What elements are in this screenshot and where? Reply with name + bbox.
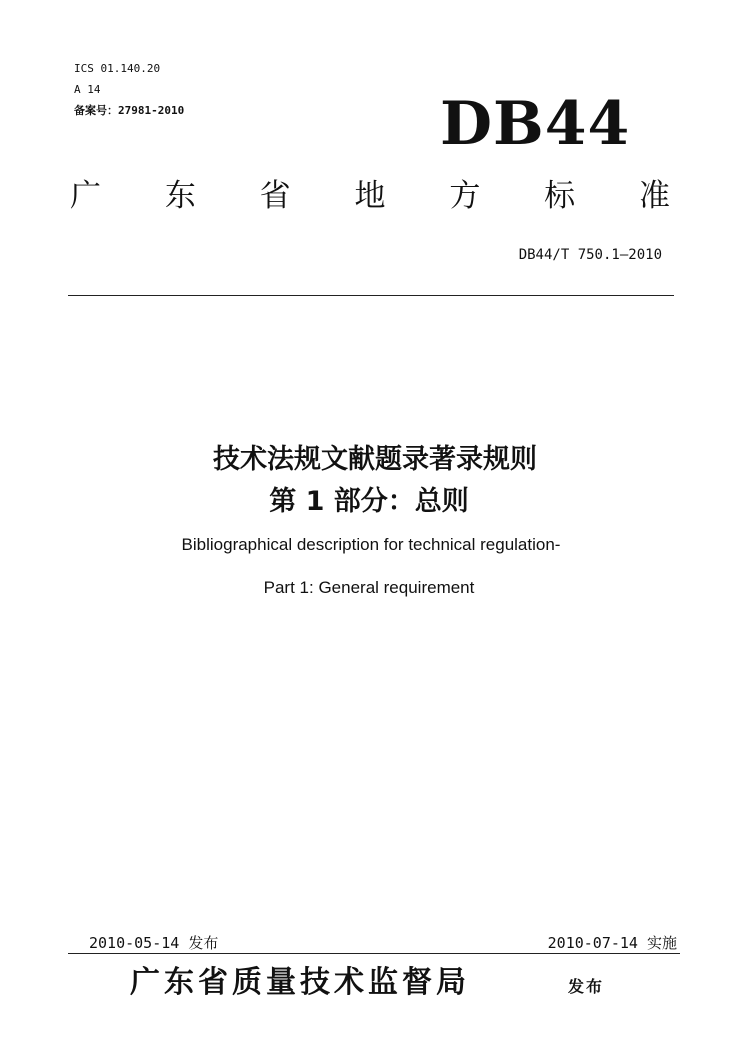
standard-number: DB44/T 750.1—2010	[518, 247, 662, 263]
bottom-divider	[68, 953, 680, 954]
title-cn-line1: 技术法规文献题录著录规则	[213, 444, 537, 475]
issuer-name: 广东省质量技术监督局	[130, 965, 470, 1000]
record-number: 备案号：27981-2010	[74, 104, 185, 117]
standard-type-char: 东	[164, 178, 196, 214]
issue-word: 发布	[568, 977, 605, 996]
standard-type-char: 省	[259, 178, 291, 214]
standard-type-char: 准	[638, 178, 670, 214]
ics-code: ICS 01.140.20	[74, 62, 161, 75]
release-date: 2010-05-14 发布	[89, 934, 219, 952]
title-en-line1: Bibliographical description for technical regulation-	[181, 535, 561, 554]
category-code: A 14	[74, 83, 101, 96]
standard-code: DB44	[440, 89, 631, 159]
title-en-line2: Part 1: General requirement	[263, 578, 475, 597]
top-divider	[68, 295, 674, 296]
standard-type	[70, 176, 670, 216]
implement-date: 2010-07-14 实施	[547, 934, 677, 952]
header-meta	[74, 58, 184, 121]
standard-type-char: 标	[544, 178, 576, 214]
title-cn-line2: 第 1 部分：总则	[269, 486, 469, 517]
standard-type-char: 地	[354, 178, 386, 214]
standard-type-char: 方	[449, 178, 481, 214]
standard-type-char: 广	[70, 178, 101, 214]
